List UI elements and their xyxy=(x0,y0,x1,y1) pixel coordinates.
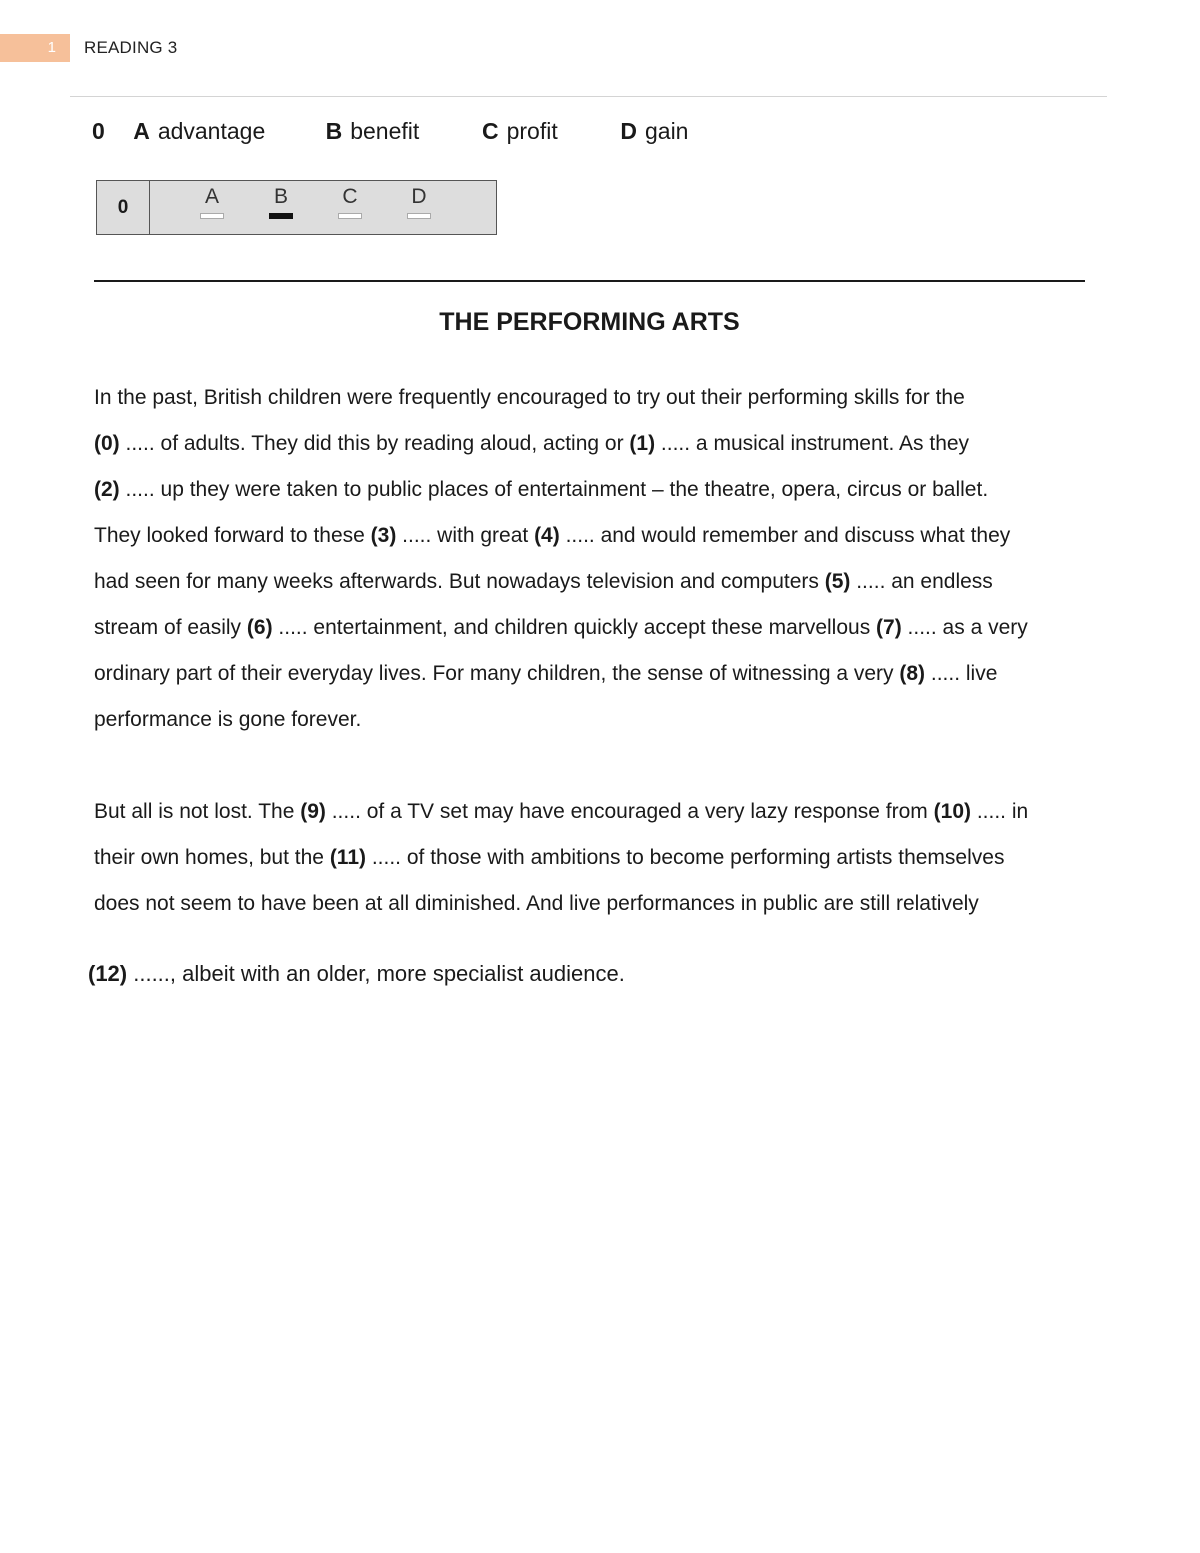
gap-number: (0) xyxy=(94,432,120,455)
option-letter: D xyxy=(620,118,637,144)
text-segment: stream of easily xyxy=(94,616,247,639)
text-segment: But all is not lost. The xyxy=(94,800,301,823)
text-segment: ......, albeit with an older, more specialist audience. xyxy=(127,961,625,986)
gap-number: (12) xyxy=(88,961,128,986)
text-segment: ..... as a very xyxy=(901,616,1028,639)
gap-number: (5) xyxy=(824,570,851,593)
text-segment: their own homes, but the xyxy=(94,846,330,869)
text-line xyxy=(94,835,1090,881)
answer-cell-letter: B xyxy=(273,185,288,208)
text-line xyxy=(94,789,1090,835)
answer-cell-c xyxy=(335,185,365,219)
example-option-a xyxy=(133,116,319,146)
text-segment: ..... of a TV set may have encouraged a very lazy response from xyxy=(325,800,934,823)
article-final-line xyxy=(88,951,625,997)
text-line xyxy=(94,651,1090,697)
text-line xyxy=(94,375,1090,421)
text-segment: ..... live xyxy=(925,662,998,685)
gap-number: (7) xyxy=(876,616,902,639)
text-segment: In the past, British children were frequently encouraged to try out their performing skills for the xyxy=(94,386,965,409)
text-segment: ..... of adults. They did this by reading aloud, acting or xyxy=(119,432,630,455)
text-line xyxy=(94,697,1090,743)
text-line xyxy=(94,605,1090,651)
answer-mark-empty xyxy=(338,213,362,219)
answer-mark-empty xyxy=(200,213,224,219)
page-number-badge: 1 xyxy=(0,34,70,62)
answer-cell-letter: C xyxy=(342,185,358,208)
text-line xyxy=(94,559,1090,605)
text-segment: ..... with great xyxy=(396,524,535,547)
text-segment: They looked forward to these xyxy=(94,524,371,547)
header-divider xyxy=(70,96,1107,97)
answer-cell-d xyxy=(404,185,434,219)
title-divider xyxy=(94,280,1085,282)
text-segment: ..... entertainment, and children quickly accept these marvellous xyxy=(272,616,877,639)
text-segment: ..... in xyxy=(971,800,1029,823)
text-line xyxy=(94,421,1090,467)
article-title: THE PERFORMING ARTS xyxy=(439,308,740,336)
example-option-c xyxy=(482,116,614,146)
text-segment: ordinary part of their everyday lives. For many children, the sense of witnessing a very xyxy=(94,662,900,685)
answer-cell-letter: D xyxy=(411,185,427,208)
option-letter: A xyxy=(133,118,150,144)
option-text: benefit xyxy=(350,118,420,144)
answer-cell-a xyxy=(197,185,227,219)
answer-cell-b xyxy=(266,185,296,219)
gap-number: (8) xyxy=(899,662,926,685)
answer-mark-filled xyxy=(269,213,293,219)
example-option-b xyxy=(326,116,476,146)
example-option-d xyxy=(620,116,688,146)
example-options xyxy=(92,116,688,146)
answer-mark-empty xyxy=(407,213,431,219)
example-number: 0 xyxy=(92,118,105,144)
text-line xyxy=(94,513,1090,559)
article-paragraph-2 xyxy=(94,789,1090,927)
text-segment: had seen for many weeks afterwards. But nowadays television and computers xyxy=(94,570,825,593)
gap-number: (9) xyxy=(300,800,326,823)
gap-number: (11) xyxy=(329,846,366,869)
text-segment: performance is gone forever. xyxy=(94,708,362,731)
option-letter: C xyxy=(481,118,499,144)
text-segment: ..... up they were taken to public places of entertainment – the theatre, opera, circus or ballet. xyxy=(119,478,989,501)
option-text: advantage xyxy=(157,118,266,144)
option-text: profit xyxy=(506,118,558,144)
gap-number: (6) xyxy=(246,616,273,639)
gap-number: (2) xyxy=(94,478,120,501)
gap-number: (10) xyxy=(933,800,971,823)
text-segment: ..... a musical instrument. As they xyxy=(655,432,970,455)
option-text: gain xyxy=(644,118,689,144)
text-segment: ..... of those with ambitions to become performing artists themselves xyxy=(366,846,1005,869)
article-paragraph-1 xyxy=(94,375,1090,743)
text-segment: ..... and would remember and discuss what they xyxy=(559,524,1011,547)
option-letter: B xyxy=(325,118,343,144)
answer-grid-number: 0 xyxy=(97,181,150,234)
text-line xyxy=(94,881,1090,927)
gap-number: (4) xyxy=(534,524,560,547)
gap-number: (1) xyxy=(629,432,656,455)
text-line xyxy=(94,467,1090,513)
section-title: READING 3 xyxy=(84,38,178,57)
answer-sheet-grid xyxy=(96,180,497,235)
text-segment: does not seem to have been at all diminished. And live performances in public are still relatively xyxy=(94,892,979,915)
answer-cell-letter: A xyxy=(204,185,219,208)
text-segment: ..... an endless xyxy=(850,570,993,593)
gap-number: (3) xyxy=(370,524,397,547)
